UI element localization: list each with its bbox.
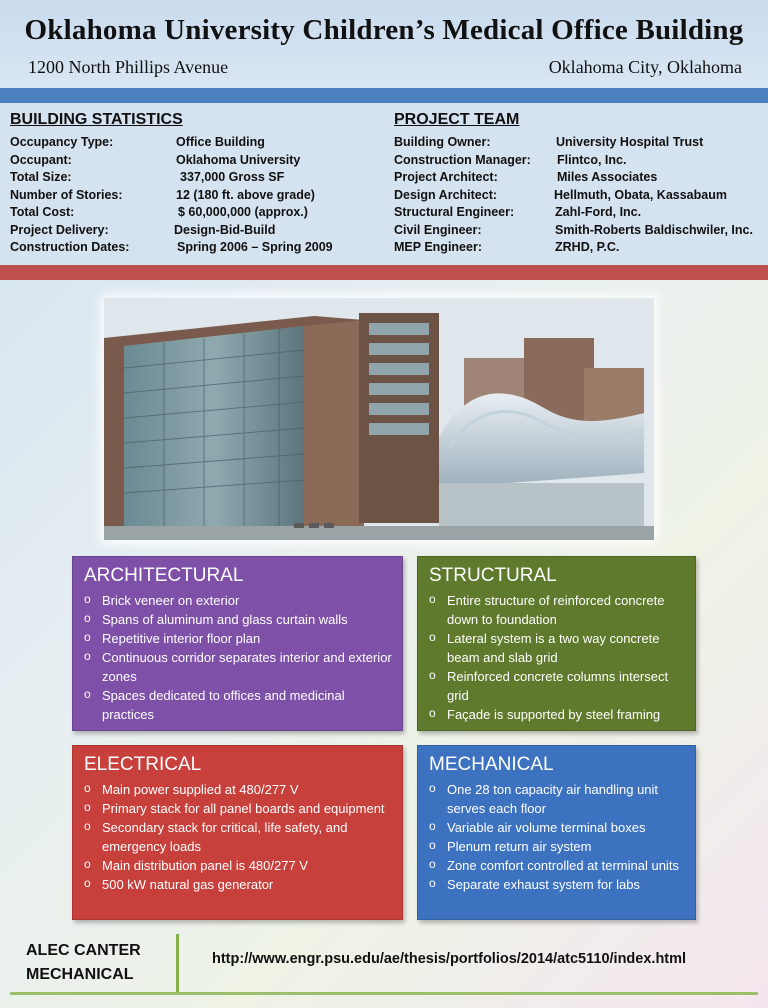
team-value: Zahl-Ford, Inc. [555,205,642,219]
list-item: o 500 kW natural gas generator [84,875,396,894]
stat-value: Oklahoma University [176,152,301,167]
stat-value: Design-Bid-Build [174,222,276,237]
stat-value: 12 (180 ft. above grade) [176,187,315,202]
team-label: Building Owner: [394,135,491,149]
list-item: o Spans of aluminum and glass curtain walls [84,610,396,629]
stat-label: Construction Dates: [10,240,130,254]
electrical-box [72,745,403,920]
mechanical-title: MECHANICAL [429,754,554,775]
electrical-list [84,780,396,894]
divider-blue [0,88,768,103]
header [0,0,768,88]
list-item: o Plenum return air system [429,837,689,856]
list-item: o Façade is supported by steel framing [429,705,689,724]
stat-value: Spring 2006 – Spring 2009 [177,240,333,254]
author-option: MECHANICAL [26,966,134,983]
team-value: Smith-Roberts Baldischwiler, Inc. [555,222,753,237]
mechanical-list [429,780,689,894]
page-title: Oklahoma University Children’s Medical Office Building [24,14,744,46]
list-item: o Zone comfort controlled at terminal units [429,856,689,875]
stat-label: Occupant: [10,152,72,167]
building-photo [104,298,654,540]
structural-box [417,556,696,731]
stat-value: $ 60,000,000 (approx.) [178,205,308,219]
team-label: Civil Engineer: [394,222,482,237]
structural-list [429,591,689,724]
list-item: o Main distribution panel is 480/277 V [84,856,396,875]
portfolio-link[interactable]: http://www.engr.psu.edu/ae/thesis/portfolios/2014/atc5110/index.html [212,951,687,967]
list-item: o Secondary stack for critical, life safety, and emergency loads [84,818,396,856]
stat-label: Total Cost: [10,205,75,219]
list-item: o Variable air volume terminal boxes [429,818,689,837]
team-label: Construction Manager: [394,152,531,167]
list-item: o Primary stack for all panel boards and equipment [84,799,396,818]
stat-label: Project Delivery: [10,222,109,237]
list-item: o Continuous corridor separates interior and exterior zones [84,648,396,686]
architectural-list [84,591,396,724]
author-name: ALEC CANTER [26,942,141,959]
team-value: Miles Associates [557,170,658,184]
stat-label: Occupancy Type: [10,135,114,149]
list-item: o Reinforced concrete columns intersect grid [429,667,689,705]
stat-label: Total Size: [10,170,72,184]
address: 1200 North Phillips Avenue [28,57,229,77]
footer-divider-vertical [176,934,179,994]
architectural-title: ARCHITECTURAL [84,565,244,586]
list-item: o Entire structure of reinforced concrete down to foundation [429,591,689,629]
structural-title: STRUCTURAL [429,565,557,586]
team-value: Flintco, Inc. [557,152,627,167]
stat-value: 337,000 Gross SF [180,170,285,184]
building-illustration [104,298,654,540]
divider-red [0,265,768,280]
team-label: Structural Engineer: [394,205,515,219]
city: Oklahoma City, Oklahoma [548,57,742,77]
stat-value: Office Building [176,135,265,149]
list-item: o Lateral system is a two way concrete beam and slab grid [429,629,689,667]
team-value: Hellmuth, Obata, Kassabaum [554,187,727,202]
list-item: o One 28 ton capacity air handling unit serves each floor [429,780,689,818]
list-item: o Repetitive interior floor plan [84,629,396,648]
team-label: Design Architect: [394,187,498,202]
team-label: MEP Engineer: [394,240,482,254]
list-item: o Main power supplied at 480/277 V [84,780,396,799]
list-item: o Spaces dedicated to offices and medicinal practices [84,686,396,724]
list-item: o Brick veneer on exterior [84,591,396,610]
stat-label: Number of Stories: [10,187,123,202]
building-statistics-heading: BUILDING STATISTICS [10,111,183,128]
team-label: Project Architect: [394,170,498,184]
architectural-box [72,556,403,731]
team-value: ZRHD, P.C. [555,240,620,254]
footer-divider-horizontal [10,992,758,995]
list-item: o Separate exhaust system for labs [429,875,689,894]
project-team-heading: PROJECT TEAM [394,111,520,128]
author-block [26,939,141,987]
team-value: University Hospital Trust [556,135,704,149]
mechanical-box [417,745,696,920]
electrical-title: ELECTRICAL [84,754,202,775]
